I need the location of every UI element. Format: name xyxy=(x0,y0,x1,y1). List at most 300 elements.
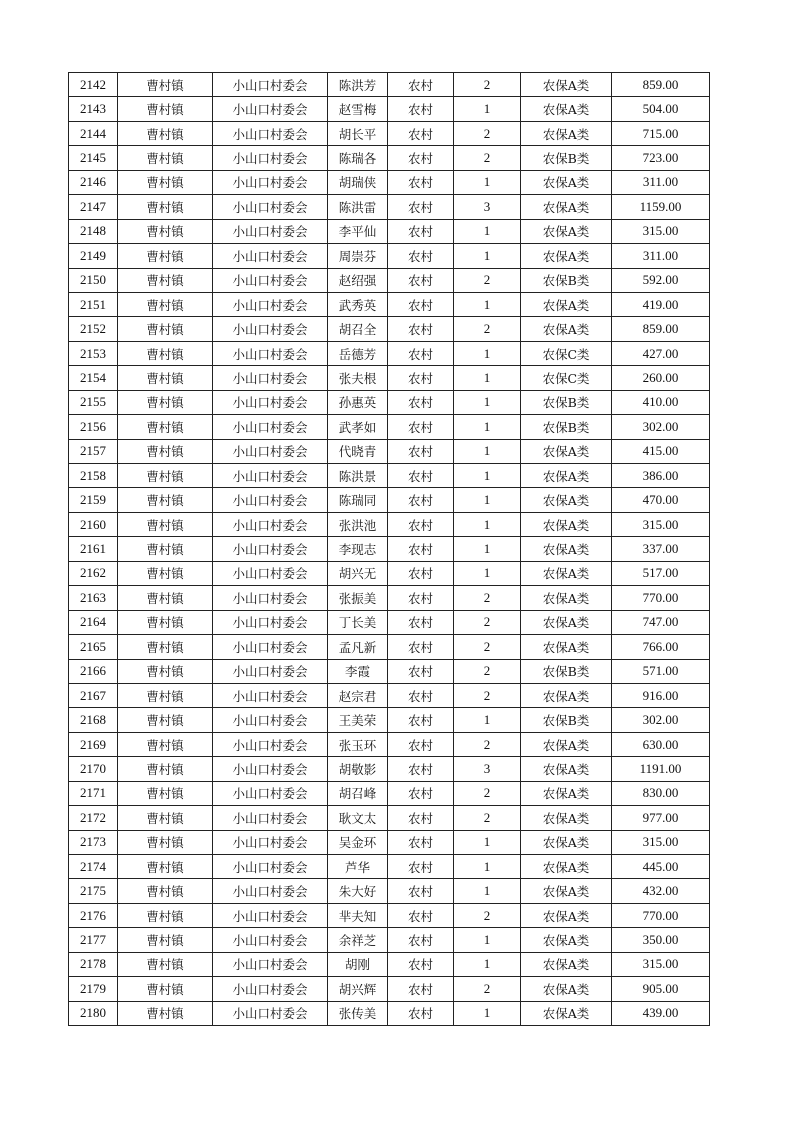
town-cell: 曹村镇 xyxy=(118,170,213,194)
row-number: 2176 xyxy=(69,903,118,927)
household-count-cell: 1 xyxy=(454,366,521,390)
village-committee-cell: 小山口村委会 xyxy=(213,610,328,634)
table-row xyxy=(69,195,710,219)
household-count-cell: 1 xyxy=(454,561,521,585)
village-committee-cell: 小山口村委会 xyxy=(213,97,328,121)
table-row xyxy=(69,219,710,243)
row-number: 2163 xyxy=(69,586,118,610)
town-cell: 曹村镇 xyxy=(118,977,213,1001)
category-cell: 农保A类 xyxy=(521,512,612,536)
row-number: 2149 xyxy=(69,244,118,268)
row-number: 2177 xyxy=(69,928,118,952)
name-cell: 胡刚 xyxy=(328,952,388,976)
residence-type-cell: 农村 xyxy=(388,879,454,903)
residence-type-cell: 农村 xyxy=(388,244,454,268)
village-committee-cell: 小山口村委会 xyxy=(213,488,328,512)
amount-cell: 350.00 xyxy=(612,928,710,952)
residence-type-cell: 农村 xyxy=(388,537,454,561)
village-committee-cell: 小山口村委会 xyxy=(213,121,328,145)
town-cell: 曹村镇 xyxy=(118,1001,213,1025)
village-committee-cell: 小山口村委会 xyxy=(213,635,328,659)
category-cell: 农保A类 xyxy=(521,879,612,903)
household-count-cell: 3 xyxy=(454,757,521,781)
town-cell: 曹村镇 xyxy=(118,439,213,463)
amount-cell: 315.00 xyxy=(612,219,710,243)
residence-type-cell: 农村 xyxy=(388,121,454,145)
row-number: 2147 xyxy=(69,195,118,219)
household-count-cell: 1 xyxy=(454,415,521,439)
household-count-cell: 1 xyxy=(454,928,521,952)
village-committee-cell: 小山口村委会 xyxy=(213,73,328,97)
town-cell: 曹村镇 xyxy=(118,219,213,243)
name-cell: 胡兴无 xyxy=(328,561,388,585)
amount-cell: 905.00 xyxy=(612,977,710,1001)
household-count-cell: 1 xyxy=(454,170,521,194)
household-count-cell: 2 xyxy=(454,146,521,170)
village-committee-cell: 小山口村委会 xyxy=(213,464,328,488)
amount-cell: 1159.00 xyxy=(612,195,710,219)
amount-cell: 770.00 xyxy=(612,903,710,927)
amount-cell: 770.00 xyxy=(612,586,710,610)
town-cell: 曹村镇 xyxy=(118,390,213,414)
amount-cell: 302.00 xyxy=(612,415,710,439)
table-row xyxy=(69,341,710,365)
town-cell: 曹村镇 xyxy=(118,488,213,512)
name-cell: 赵雪梅 xyxy=(328,97,388,121)
row-number: 2155 xyxy=(69,390,118,414)
category-cell: 农保B类 xyxy=(521,390,612,414)
amount-cell: 311.00 xyxy=(612,170,710,194)
town-cell: 曹村镇 xyxy=(118,586,213,610)
table-row xyxy=(69,903,710,927)
household-count-cell: 2 xyxy=(454,73,521,97)
town-cell: 曹村镇 xyxy=(118,512,213,536)
residence-type-cell: 农村 xyxy=(388,464,454,488)
name-cell: 李霞 xyxy=(328,659,388,683)
row-number: 2180 xyxy=(69,1001,118,1025)
amount-cell: 715.00 xyxy=(612,121,710,145)
amount-cell: 859.00 xyxy=(612,317,710,341)
town-cell: 曹村镇 xyxy=(118,708,213,732)
household-count-cell: 1 xyxy=(454,244,521,268)
table-row xyxy=(69,781,710,805)
row-number: 2157 xyxy=(69,439,118,463)
town-cell: 曹村镇 xyxy=(118,952,213,976)
row-number: 2161 xyxy=(69,537,118,561)
table-row xyxy=(69,1001,710,1025)
town-cell: 曹村镇 xyxy=(118,928,213,952)
table-row xyxy=(69,292,710,316)
table-row xyxy=(69,268,710,292)
household-count-cell: 2 xyxy=(454,317,521,341)
town-cell: 曹村镇 xyxy=(118,879,213,903)
town-cell: 曹村镇 xyxy=(118,415,213,439)
row-number: 2156 xyxy=(69,415,118,439)
category-cell: 农保C类 xyxy=(521,341,612,365)
residence-type-cell: 农村 xyxy=(388,757,454,781)
household-count-cell: 2 xyxy=(454,268,521,292)
amount-cell: 504.00 xyxy=(612,97,710,121)
village-committee-cell: 小山口村委会 xyxy=(213,977,328,1001)
category-cell: 农保A类 xyxy=(521,757,612,781)
village-committee-cell: 小山口村委会 xyxy=(213,292,328,316)
village-committee-cell: 小山口村委会 xyxy=(213,732,328,756)
amount-cell: 592.00 xyxy=(612,268,710,292)
amount-cell: 977.00 xyxy=(612,806,710,830)
residence-type-cell: 农村 xyxy=(388,195,454,219)
beneficiary-table xyxy=(68,72,710,1026)
amount-cell: 311.00 xyxy=(612,244,710,268)
village-committee-cell: 小山口村委会 xyxy=(213,341,328,365)
amount-cell: 427.00 xyxy=(612,341,710,365)
household-count-cell: 1 xyxy=(454,464,521,488)
amount-cell: 571.00 xyxy=(612,659,710,683)
village-committee-cell: 小山口村委会 xyxy=(213,537,328,561)
household-count-cell: 2 xyxy=(454,806,521,830)
residence-type-cell: 农村 xyxy=(388,146,454,170)
residence-type-cell: 农村 xyxy=(388,317,454,341)
row-number: 2146 xyxy=(69,170,118,194)
category-cell: 农保A类 xyxy=(521,317,612,341)
household-count-cell: 1 xyxy=(454,879,521,903)
category-cell: 农保A类 xyxy=(521,928,612,952)
category-cell: 农保A类 xyxy=(521,464,612,488)
name-cell: 陈洪芳 xyxy=(328,73,388,97)
name-cell: 芈夫知 xyxy=(328,903,388,927)
residence-type-cell: 农村 xyxy=(388,415,454,439)
amount-cell: 445.00 xyxy=(612,855,710,879)
amount-cell: 723.00 xyxy=(612,146,710,170)
town-cell: 曹村镇 xyxy=(118,610,213,634)
table-row xyxy=(69,732,710,756)
household-count-cell: 1 xyxy=(454,341,521,365)
name-cell: 朱大好 xyxy=(328,879,388,903)
village-committee-cell: 小山口村委会 xyxy=(213,683,328,707)
residence-type-cell: 农村 xyxy=(388,659,454,683)
village-committee-cell: 小山口村委会 xyxy=(213,512,328,536)
category-cell: 农保A类 xyxy=(521,1001,612,1025)
name-cell: 陈洪景 xyxy=(328,464,388,488)
category-cell: 农保A类 xyxy=(521,683,612,707)
residence-type-cell: 农村 xyxy=(388,292,454,316)
village-committee-cell: 小山口村委会 xyxy=(213,195,328,219)
household-count-cell: 2 xyxy=(454,683,521,707)
residence-type-cell: 农村 xyxy=(388,73,454,97)
town-cell: 曹村镇 xyxy=(118,244,213,268)
name-cell: 胡瑞侠 xyxy=(328,170,388,194)
residence-type-cell: 农村 xyxy=(388,390,454,414)
amount-cell: 260.00 xyxy=(612,366,710,390)
town-cell: 曹村镇 xyxy=(118,683,213,707)
residence-type-cell: 农村 xyxy=(388,830,454,854)
category-cell: 农保A类 xyxy=(521,806,612,830)
category-cell: 农保A类 xyxy=(521,635,612,659)
household-count-cell: 1 xyxy=(454,292,521,316)
category-cell: 农保A类 xyxy=(521,219,612,243)
residence-type-cell: 农村 xyxy=(388,635,454,659)
village-committee-cell: 小山口村委会 xyxy=(213,415,328,439)
household-count-cell: 2 xyxy=(454,635,521,659)
table-row xyxy=(69,561,710,585)
amount-cell: 410.00 xyxy=(612,390,710,414)
category-cell: 农保A类 xyxy=(521,244,612,268)
village-committee-cell: 小山口村委会 xyxy=(213,903,328,927)
category-cell: 农保B类 xyxy=(521,146,612,170)
name-cell: 张洪池 xyxy=(328,512,388,536)
row-number: 2159 xyxy=(69,488,118,512)
row-number: 2170 xyxy=(69,757,118,781)
table-row xyxy=(69,415,710,439)
town-cell: 曹村镇 xyxy=(118,855,213,879)
table-row xyxy=(69,806,710,830)
village-committee-cell: 小山口村委会 xyxy=(213,586,328,610)
amount-cell: 315.00 xyxy=(612,952,710,976)
category-cell: 农保A类 xyxy=(521,121,612,145)
category-cell: 农保A类 xyxy=(521,830,612,854)
amount-cell: 470.00 xyxy=(612,488,710,512)
name-cell: 胡长平 xyxy=(328,121,388,145)
category-cell: 农保A类 xyxy=(521,903,612,927)
row-number: 2178 xyxy=(69,952,118,976)
category-cell: 农保A类 xyxy=(521,439,612,463)
table-row xyxy=(69,708,710,732)
town-cell: 曹村镇 xyxy=(118,757,213,781)
household-count-cell: 2 xyxy=(454,977,521,1001)
residence-type-cell: 农村 xyxy=(388,952,454,976)
town-cell: 曹村镇 xyxy=(118,73,213,97)
name-cell: 吴金环 xyxy=(328,830,388,854)
village-committee-cell: 小山口村委会 xyxy=(213,855,328,879)
residence-type-cell: 农村 xyxy=(388,928,454,952)
residence-type-cell: 农村 xyxy=(388,855,454,879)
name-cell: 陈洪雷 xyxy=(328,195,388,219)
amount-cell: 337.00 xyxy=(612,537,710,561)
village-committee-cell: 小山口村委会 xyxy=(213,879,328,903)
table-row xyxy=(69,439,710,463)
row-number: 2143 xyxy=(69,97,118,121)
table-row xyxy=(69,146,710,170)
table-row xyxy=(69,928,710,952)
residence-type-cell: 农村 xyxy=(388,268,454,292)
residence-type-cell: 农村 xyxy=(388,806,454,830)
category-cell: 农保B类 xyxy=(521,708,612,732)
row-number: 2174 xyxy=(69,855,118,879)
row-number: 2151 xyxy=(69,292,118,316)
row-number: 2165 xyxy=(69,635,118,659)
village-committee-cell: 小山口村委会 xyxy=(213,1001,328,1025)
household-count-cell: 2 xyxy=(454,732,521,756)
row-number: 2175 xyxy=(69,879,118,903)
row-number: 2162 xyxy=(69,561,118,585)
table-row xyxy=(69,635,710,659)
town-cell: 曹村镇 xyxy=(118,268,213,292)
amount-cell: 517.00 xyxy=(612,561,710,585)
row-number: 2152 xyxy=(69,317,118,341)
amount-cell: 859.00 xyxy=(612,73,710,97)
name-cell: 岳德芳 xyxy=(328,341,388,365)
table-row xyxy=(69,390,710,414)
village-committee-cell: 小山口村委会 xyxy=(213,268,328,292)
village-committee-cell: 小山口村委会 xyxy=(213,439,328,463)
name-cell: 丁长美 xyxy=(328,610,388,634)
village-committee-cell: 小山口村委会 xyxy=(213,708,328,732)
residence-type-cell: 农村 xyxy=(388,732,454,756)
household-count-cell: 2 xyxy=(454,903,521,927)
name-cell: 周崇芬 xyxy=(328,244,388,268)
town-cell: 曹村镇 xyxy=(118,341,213,365)
table-row xyxy=(69,977,710,1001)
household-count-cell: 1 xyxy=(454,97,521,121)
category-cell: 农保B类 xyxy=(521,415,612,439)
table-row xyxy=(69,757,710,781)
amount-cell: 419.00 xyxy=(612,292,710,316)
village-committee-cell: 小山口村委会 xyxy=(213,366,328,390)
category-cell: 农保A类 xyxy=(521,97,612,121)
row-number: 2167 xyxy=(69,683,118,707)
category-cell: 农保A类 xyxy=(521,855,612,879)
village-committee-cell: 小山口村委会 xyxy=(213,928,328,952)
household-count-cell: 1 xyxy=(454,488,521,512)
residence-type-cell: 农村 xyxy=(388,586,454,610)
name-cell: 芦华 xyxy=(328,855,388,879)
household-count-cell: 1 xyxy=(454,708,521,732)
row-number: 2148 xyxy=(69,219,118,243)
household-count-cell: 1 xyxy=(454,1001,521,1025)
name-cell: 武秀英 xyxy=(328,292,388,316)
name-cell: 胡兴辉 xyxy=(328,977,388,1001)
village-committee-cell: 小山口村委会 xyxy=(213,830,328,854)
village-committee-cell: 小山口村委会 xyxy=(213,219,328,243)
table-row xyxy=(69,97,710,121)
town-cell: 曹村镇 xyxy=(118,659,213,683)
table-row xyxy=(69,244,710,268)
amount-cell: 386.00 xyxy=(612,464,710,488)
row-number: 2142 xyxy=(69,73,118,97)
village-committee-cell: 小山口村委会 xyxy=(213,781,328,805)
amount-cell: 315.00 xyxy=(612,830,710,854)
town-cell: 曹村镇 xyxy=(118,781,213,805)
row-number: 2145 xyxy=(69,146,118,170)
row-number: 2160 xyxy=(69,512,118,536)
residence-type-cell: 农村 xyxy=(388,781,454,805)
row-number: 2172 xyxy=(69,806,118,830)
table-row xyxy=(69,952,710,976)
table-row xyxy=(69,659,710,683)
category-cell: 农保A类 xyxy=(521,537,612,561)
name-cell: 王美荣 xyxy=(328,708,388,732)
table-row xyxy=(69,586,710,610)
row-number: 2150 xyxy=(69,268,118,292)
row-number: 2169 xyxy=(69,732,118,756)
village-committee-cell: 小山口村委会 xyxy=(213,390,328,414)
town-cell: 曹村镇 xyxy=(118,635,213,659)
category-cell: 农保A类 xyxy=(521,488,612,512)
household-count-cell: 1 xyxy=(454,390,521,414)
row-number: 2154 xyxy=(69,366,118,390)
category-cell: 农保A类 xyxy=(521,977,612,1001)
household-count-cell: 1 xyxy=(454,537,521,561)
category-cell: 农保A类 xyxy=(521,732,612,756)
table-row xyxy=(69,73,710,97)
residence-type-cell: 农村 xyxy=(388,97,454,121)
village-committee-cell: 小山口村委会 xyxy=(213,317,328,341)
town-cell: 曹村镇 xyxy=(118,537,213,561)
town-cell: 曹村镇 xyxy=(118,903,213,927)
household-count-cell: 2 xyxy=(454,610,521,634)
name-cell: 武孝如 xyxy=(328,415,388,439)
category-cell: 农保A类 xyxy=(521,561,612,585)
town-cell: 曹村镇 xyxy=(118,146,213,170)
name-cell: 陈瑞同 xyxy=(328,488,388,512)
row-number: 2171 xyxy=(69,781,118,805)
row-number: 2153 xyxy=(69,341,118,365)
village-committee-cell: 小山口村委会 xyxy=(213,806,328,830)
name-cell: 孟凡新 xyxy=(328,635,388,659)
category-cell: 农保A类 xyxy=(521,781,612,805)
table-row xyxy=(69,683,710,707)
residence-type-cell: 农村 xyxy=(388,488,454,512)
row-number: 2179 xyxy=(69,977,118,1001)
village-committee-cell: 小山口村委会 xyxy=(213,952,328,976)
village-committee-cell: 小山口村委会 xyxy=(213,244,328,268)
amount-cell: 415.00 xyxy=(612,439,710,463)
residence-type-cell: 农村 xyxy=(388,341,454,365)
household-count-cell: 1 xyxy=(454,512,521,536)
name-cell: 孙惠英 xyxy=(328,390,388,414)
amount-cell: 630.00 xyxy=(612,732,710,756)
table-row xyxy=(69,610,710,634)
category-cell: 农保A类 xyxy=(521,292,612,316)
residence-type-cell: 农村 xyxy=(388,977,454,1001)
name-cell: 李现志 xyxy=(328,537,388,561)
residence-type-cell: 农村 xyxy=(388,366,454,390)
table-row xyxy=(69,121,710,145)
amount-cell: 439.00 xyxy=(612,1001,710,1025)
town-cell: 曹村镇 xyxy=(118,830,213,854)
table-body xyxy=(69,73,710,1026)
residence-type-cell: 农村 xyxy=(388,561,454,585)
name-cell: 赵绍强 xyxy=(328,268,388,292)
table-row xyxy=(69,488,710,512)
residence-type-cell: 农村 xyxy=(388,439,454,463)
category-cell: 农保B类 xyxy=(521,659,612,683)
household-count-cell: 2 xyxy=(454,121,521,145)
table-row xyxy=(69,879,710,903)
town-cell: 曹村镇 xyxy=(118,806,213,830)
residence-type-cell: 农村 xyxy=(388,903,454,927)
row-number: 2144 xyxy=(69,121,118,145)
name-cell: 余祥芝 xyxy=(328,928,388,952)
table-row xyxy=(69,855,710,879)
name-cell: 赵宗君 xyxy=(328,683,388,707)
category-cell: 农保C类 xyxy=(521,366,612,390)
name-cell: 胡敬影 xyxy=(328,757,388,781)
household-count-cell: 1 xyxy=(454,439,521,463)
town-cell: 曹村镇 xyxy=(118,366,213,390)
category-cell: 农保A类 xyxy=(521,195,612,219)
row-number: 2166 xyxy=(69,659,118,683)
residence-type-cell: 农村 xyxy=(388,708,454,732)
table-row xyxy=(69,537,710,561)
household-count-cell: 2 xyxy=(454,586,521,610)
residence-type-cell: 农村 xyxy=(388,219,454,243)
category-cell: 农保A类 xyxy=(521,170,612,194)
residence-type-cell: 农村 xyxy=(388,683,454,707)
name-cell: 胡召峰 xyxy=(328,781,388,805)
village-committee-cell: 小山口村委会 xyxy=(213,659,328,683)
amount-cell: 302.00 xyxy=(612,708,710,732)
town-cell: 曹村镇 xyxy=(118,292,213,316)
